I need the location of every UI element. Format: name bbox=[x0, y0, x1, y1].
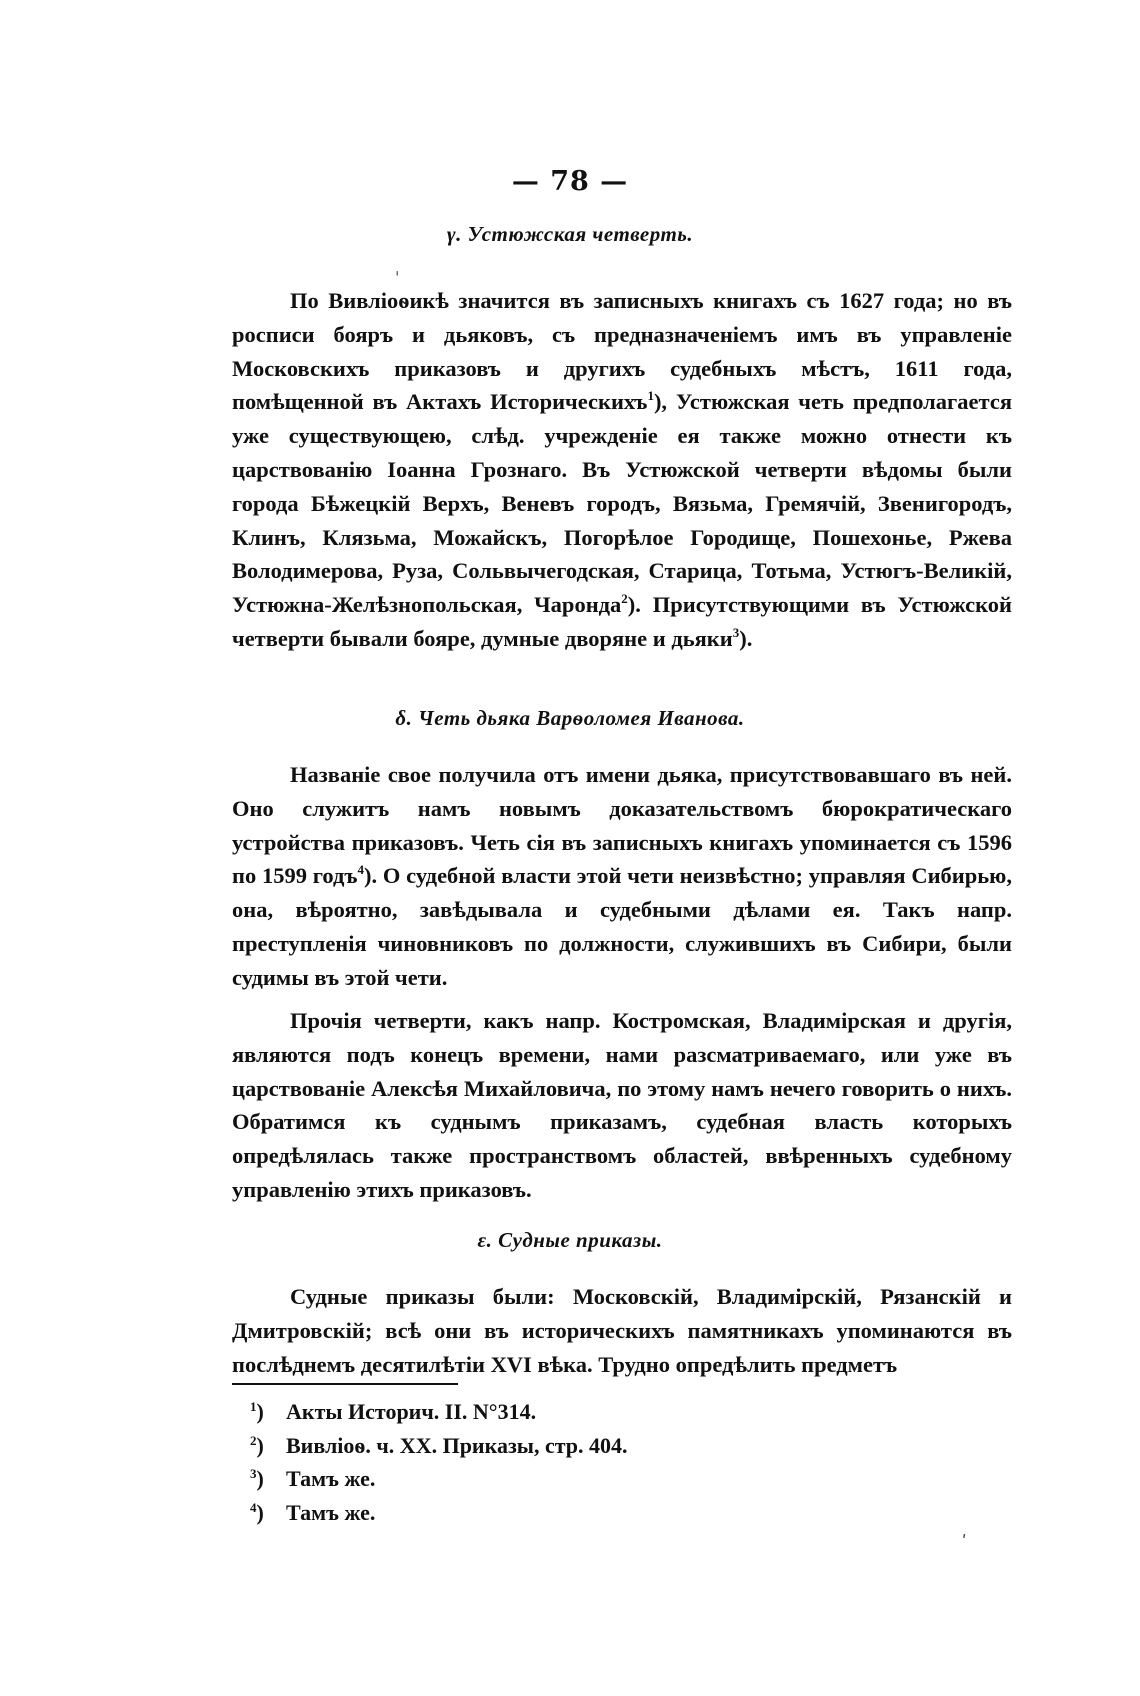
section-heading-sudnye-prikazy: ε. Судные приказы. bbox=[477, 1228, 663, 1252]
paragraph-sudnye-prikazy bbox=[232, 1280, 1012, 1381]
footnote-mark: $^3$) bbox=[250, 1466, 264, 1491]
footnote-ref-1: 1 bbox=[647, 388, 654, 404]
footnote-text: Тамъ же. bbox=[286, 1499, 376, 1525]
paragraph-text: Названіе свое получила отъ имени дьяка, присутствовавшаго въ ней. Оно служитъ намъ новымъ доказательствомъ бюрократическаго устройства приказовъ. Четь сія въ записныхъ книгахъ упоминается съ 1596 по 1599 годъ bbox=[232, 762, 1012, 889]
ink-speck: ˌ bbox=[395, 258, 400, 277]
footnotes bbox=[250, 1395, 950, 1529]
page-number: — 78 — bbox=[511, 166, 629, 197]
section-heading-chet-dyaka: δ. Четь дьяка Варѳоломея Иванова. bbox=[395, 706, 745, 730]
paragraph-text: ). Присутствующими въ Устюжской четверти бывали бояре, думные дворяне и дьяки bbox=[232, 592, 1012, 651]
footnote-ref-4: 4 bbox=[357, 862, 365, 878]
ink-speck: ʹ bbox=[962, 1532, 967, 1551]
paragraph-text: Судные приказы были: Московскій, Владимірскій, Рязанскій и Дмитровскій; всѣ они въ историческихъ памятникахъ упоминаются въ послѣднемъ десятилѣтіи XVI вѣка. Трудно опредѣлить предметъ bbox=[232, 1284, 1012, 1377]
footnote-mark: $^4$) bbox=[250, 1499, 264, 1525]
paragraph-text: Прочія четверти, какъ напр. Костромская, Владимірская и другія, являются подъ конецъ времени, нами разсматриваемаго, или уже въ царствованіе Алексѣя Михайловича, по этому намъ нечего говорить о нихъ. Обратимся къ суднымъ приказамъ, судебная власть которыхъ опредѣлялась также пространствомъ областей, ввѣренныхъ судебному управленію этихъ приказовъ. bbox=[232, 1008, 1012, 1202]
section-heading-ustyuzhskaya: γ. Устюжская четверть. bbox=[446, 222, 694, 246]
paragraph-text: ), Устюжская четь предполагается уже существующею, слѣд. учрежденіе ея также можно отнести къ царствованію Іоанна Грознаго. Въ Устюжской четверти вѣдомы были города Бѣжецкій Верхъ, Веневъ городъ, Вязьма, Гремячій, Звенигородъ, Клинъ, Клязьма, Можайскъ, Погорѣлое Городище, Пошехонье, Ржева Володимерова, Руза, Сольвычегодская, Старица, Тотьма, Устюгъ-Великій, Устюжна-Желѣзнопольская, Чаронда bbox=[232, 389, 1012, 618]
footnote-1 bbox=[250, 1395, 950, 1429]
footnote-3 bbox=[250, 1462, 950, 1496]
footnote-text: Вивліоѳ. ч. XX. Приказы, стр. 404. bbox=[286, 1432, 628, 1458]
paragraph-text: ). О судебной власти этой чети неизвѣстно; управляя Сибирью, она, вѣроятно, завѣдывала и судебными дѣлами ея. Такъ напр. преступленія чиновниковъ по должности, служившихъ въ Сибири, были судимы въ этой чети. bbox=[232, 863, 1012, 990]
footnote-4 bbox=[250, 1496, 950, 1530]
footnote-text: Акты Историч. II. N°314. bbox=[286, 1399, 537, 1424]
paragraph-ustyuzhskaya bbox=[232, 284, 1012, 656]
footnote-mark: $^2$) bbox=[250, 1432, 264, 1458]
footnote-rule bbox=[232, 1383, 458, 1385]
paragraph-prochiya-chetverti bbox=[232, 1004, 1012, 1207]
footnote-ref-3: 3 bbox=[732, 624, 740, 640]
paragraph-chet-dyaka bbox=[232, 758, 1012, 995]
footnote-ref-2: 2 bbox=[621, 591, 628, 607]
footnote-mark: $^1$) bbox=[250, 1399, 264, 1424]
footnote-text: Тамъ же. bbox=[286, 1466, 376, 1491]
footnote-2 bbox=[250, 1429, 950, 1463]
paragraph-text: По Вивліоѳикѣ значится въ записныхъ книгахъ съ 1627 года; но въ росписи бояръ и дьяковъ, съ предназначеніемъ имъ въ управленіе Московскихъ приказовъ и другихъ судебныхъ мѣстъ, 1611 года, помѣщенной въ Актахъ Историческихъ bbox=[232, 288, 1012, 415]
paragraph-text: ). bbox=[739, 625, 753, 651]
